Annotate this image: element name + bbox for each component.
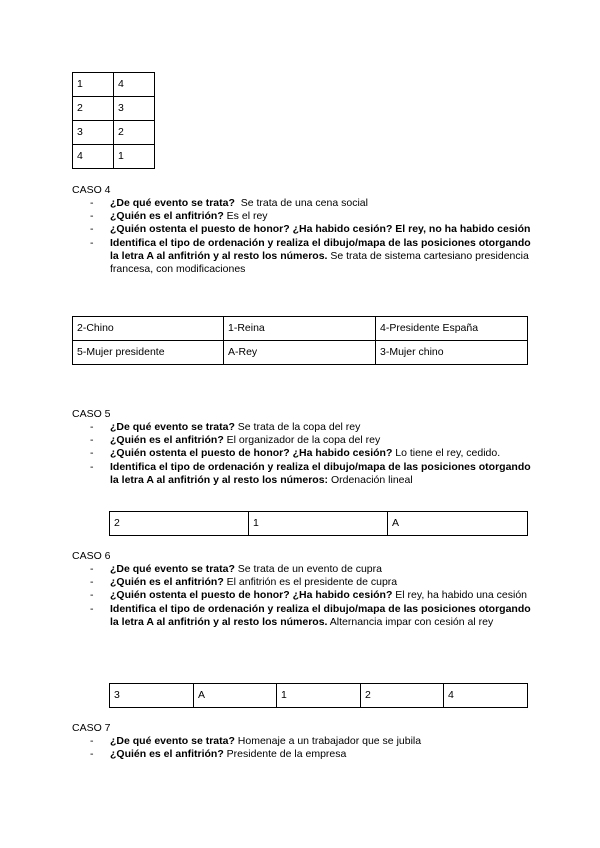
table-cell: 3 (73, 121, 114, 145)
question: ¿Quién es el anfitrión? (110, 210, 224, 223)
table-cell: 1 (114, 145, 155, 169)
answer: Homenaje a un trabajador que se jubila (234, 735, 422, 748)
table-cell: 1 (277, 684, 361, 708)
table-cell: 1-Reina (224, 317, 376, 341)
list-item: - ¿Quién es el anfitrión? Presidente de la empresa (90, 748, 347, 761)
table-cell: 3 (110, 684, 194, 708)
table-cell: 1 (73, 73, 114, 97)
question: ¿Quién es el anfitrión? (110, 576, 224, 589)
question: ¿De qué evento se trata? (110, 197, 235, 210)
caso-5-title: CASO 5 (72, 408, 111, 420)
answer: Se trata de sistema cartesiano presidencia francesa, con modificaciones (110, 249, 529, 275)
table-cell: 2-Chino (73, 317, 224, 341)
answer: Se trata de un evento de cupra (234, 563, 382, 576)
list-item: - Identifica el tipo de ordenación y realiza el dibujo/mapa de las posiciones otorgando la letra A al anfitrión y al resto los números. Alternancia impar con cesión al rey (90, 602, 531, 628)
list-item: - ¿De qué evento se trata? Homenaje a un trabajador que se jubila (90, 735, 422, 748)
caso-5-section (72, 408, 532, 487)
table-cell: 4 (114, 73, 155, 97)
positions-table-top (72, 72, 155, 169)
table-row (73, 121, 155, 145)
answer: Es el rey (223, 210, 268, 223)
caso-5-table (109, 511, 528, 536)
answer: El organizador de la copa del rey (223, 434, 381, 447)
table-cell: 5-Mujer presidente (73, 341, 224, 365)
answer: Ordenación lineal (328, 473, 413, 486)
caso-5-questions (72, 421, 532, 487)
caso-4-section (72, 184, 532, 276)
table-cell: 1 (249, 512, 388, 536)
list-item: - ¿Quién ostenta el puesto de honor? ¿Ha habido cesión? El rey, ha habido una cesión (90, 589, 528, 602)
question: ¿Quién es el anfitrión? (110, 434, 224, 447)
table-cell: 2 (73, 97, 114, 121)
caso-6-title: CASO 6 (72, 550, 111, 562)
list-item: - ¿Quién es el anfitrión? Es el rey (90, 210, 268, 223)
answer: Lo tiene el rey, cedido. (392, 447, 501, 460)
question: Identifica el tipo de ordenación y realiza el dibujo/mapa de las posiciones otorgando la letra A al anfitrión y al resto los números. (110, 602, 531, 628)
answer: Se trata de la copa del rey (234, 421, 361, 434)
table-row (110, 684, 528, 708)
list-item: - Identifica el tipo de ordenación y realiza el dibujo/mapa de las posiciones otorgando la letra A al anfitrión y al resto los números: Ordenación lineal (90, 460, 531, 486)
answer: Se trata de una cena social (234, 197, 368, 210)
table-cell: 4-Presidente España (376, 317, 528, 341)
question: Identifica el tipo de ordenación y realiza el dibujo/mapa de las posiciones otorgando la letra A al anfitrión y al resto los números. (110, 236, 531, 262)
list-item: - ¿De qué evento se trata? Se trata de la copa del rey (90, 421, 361, 434)
table-cell: 3 (114, 97, 155, 121)
table-row (73, 73, 155, 97)
table-cell: 4 (73, 145, 114, 169)
question: ¿De qué evento se trata? (110, 735, 235, 748)
question: ¿Quién ostenta el puesto de honor? ¿Ha habido cesión? El rey, no ha habido cesión (110, 223, 531, 236)
list-item: - ¿Quién es el anfitrión? El anfitrión es el presidente de cupra (90, 576, 398, 589)
question: ¿Quién ostenta el puesto de honor? ¿Ha habido cesión? (110, 589, 393, 602)
table-cell: A-Rey (224, 341, 376, 365)
table-row (73, 145, 155, 169)
table-row (73, 97, 155, 121)
table-cell: A (388, 512, 528, 536)
caso-7-title: CASO 7 (72, 722, 111, 734)
list-item: - ¿De qué evento se trata? Se trata de una cena social (90, 197, 368, 210)
table-row (73, 317, 528, 341)
answer: Presidente de la empresa (223, 748, 347, 761)
question: ¿Quién ostenta el puesto de honor? ¿Ha habido cesión? (110, 447, 393, 460)
caso-7-questions (72, 735, 532, 761)
list-item: - ¿Quién ostenta el puesto de honor? ¿Ha habido cesión? Lo tiene el rey, cedido. (90, 447, 501, 460)
list-item: - ¿Quién ostenta el puesto de honor? ¿Ha habido cesión? El rey, no ha habido cesión (90, 223, 531, 236)
list-item: - ¿Quién es el anfitrión? El organizador de la copa del rey (90, 434, 381, 447)
caso-4-title: CASO 4 (72, 184, 111, 196)
table-row (73, 341, 528, 365)
caso-6-section (72, 550, 532, 629)
answer: El anfitrión es el presidente de cupra (223, 576, 398, 589)
answer: Alternancia impar con cesión al rey (327, 615, 494, 628)
caso-7-section (72, 722, 532, 761)
table-row (110, 512, 528, 536)
caso-6-questions (72, 563, 532, 629)
table-cell: A (194, 684, 277, 708)
caso-4-table (72, 316, 528, 365)
answer: El rey, ha habido una cesión (392, 589, 528, 602)
table-cell: 2 (361, 684, 444, 708)
question: ¿De qué evento se trata? (110, 421, 235, 434)
question: ¿Quién es el anfitrión? (110, 748, 224, 761)
question: ¿De qué evento se trata? (110, 563, 235, 576)
table-cell: 3-Mujer chino (376, 341, 528, 365)
list-item: - Identifica el tipo de ordenación y realiza el dibujo/mapa de las posiciones otorgando la letra A al anfitrión y al resto los números. Se trata de sistema cartesiano presidencia francesa, con modificaciones (90, 236, 531, 275)
caso-4-questions (72, 197, 532, 276)
table-cell: 2 (110, 512, 249, 536)
question: Identifica el tipo de ordenación y realiza el dibujo/mapa de las posiciones otorgando la letra A al anfitrión y al resto los números: (110, 460, 531, 486)
list-item: - ¿De qué evento se trata? Se trata de un evento de cupra (90, 563, 382, 576)
table-cell: 4 (444, 684, 528, 708)
caso-6-table (109, 683, 528, 708)
table-cell: 2 (114, 121, 155, 145)
